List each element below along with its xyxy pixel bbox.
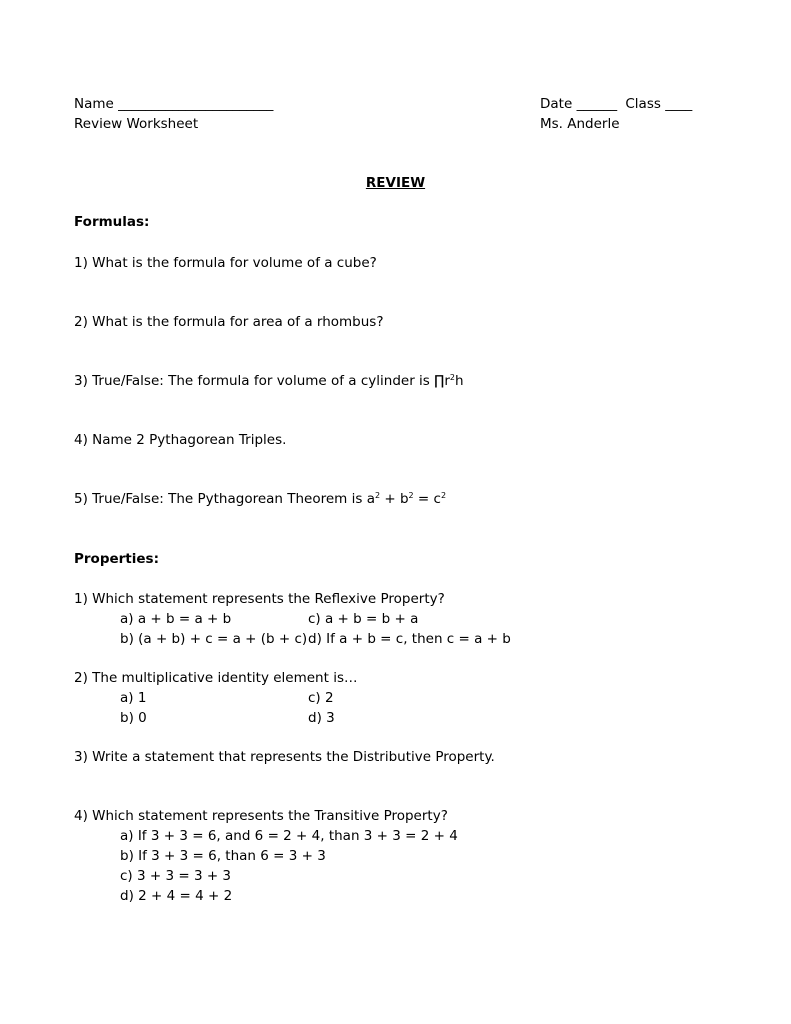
- properties-q1: 1) Which statement represents the Reflexive Property?: [74, 591, 445, 607]
- class-blank: ____: [665, 96, 693, 112]
- properties-q2-option-d: d) 3: [308, 710, 335, 726]
- properties-q4-option-c: c) 3 + 3 = 3 + 3: [120, 868, 232, 884]
- properties-q2: 2) The multiplicative identity element is…: [74, 670, 358, 686]
- properties-q3: 3) Write a statement that represents the Distributive Property.: [74, 749, 495, 765]
- properties-q4-option-a: a) If 3 + 3 = 6, and 6 = 2 + 4, than 3 + 3 = 2 + 4: [120, 828, 458, 844]
- properties-q1-option-c: c) a + b = b + a: [308, 611, 419, 627]
- date-class-field: [540, 95, 692, 113]
- name-label: Name: [74, 96, 114, 112]
- name-field: [74, 95, 273, 113]
- class-label: Class: [625, 96, 661, 112]
- formulas-q5-exp-c: 2: [440, 491, 447, 500]
- properties-q2-option-b: b) 0: [120, 710, 147, 726]
- date-blank: ______: [576, 96, 618, 112]
- formulas-q1: 1) What is the formula for volume of a cube?: [74, 255, 377, 271]
- formulas-q5-text: 5) True/False: The Pythagorean Theorem is a: [74, 491, 375, 507]
- properties-q1-option-d: d) If a + b = c, then c = a + b: [308, 631, 511, 647]
- date-label: Date: [540, 96, 573, 112]
- properties-q4-option-d: d) 2 + 4 = 4 + 2: [120, 888, 233, 904]
- formulas-q3-end: h: [455, 373, 464, 389]
- formulas-q5-eq: = c: [413, 491, 441, 507]
- name-blank: _______________________: [118, 96, 274, 112]
- formulas-q4: 4) Name 2 Pythagorean Triples.: [74, 432, 287, 448]
- formulas-q5-mid: + b: [380, 491, 409, 507]
- formulas-q3-text: 3) True/False: The formula for volume of a cylinder is ∏r: [74, 373, 450, 389]
- formulas-q3: [74, 372, 464, 390]
- properties-q2-option-c: c) 2: [308, 690, 334, 706]
- properties-q4: 4) Which statement represents the Transitive Property?: [74, 808, 448, 824]
- properties-heading: Properties:: [74, 551, 159, 567]
- formulas-heading: Formulas:: [74, 214, 150, 230]
- teacher-name: Ms. Anderle: [540, 116, 620, 132]
- formulas-q5-exp-b: 2: [408, 491, 414, 500]
- properties-q1-option-b: b) (a + b) + c = a + (b + c): [120, 631, 308, 647]
- properties-q4-option-b: b) If 3 + 3 = 6, than 6 = 3 + 3: [120, 848, 326, 864]
- formulas-q2: 2) What is the formula for area of a rhombus?: [74, 314, 384, 330]
- page-title: REVIEW: [365, 175, 426, 191]
- worksheet-label: Review Worksheet: [74, 116, 199, 132]
- formulas-q3-exponent: 2: [449, 373, 455, 382]
- formulas-q5-exp-a: 2: [374, 491, 381, 500]
- properties-q1-option-a: a) a + b = a + b: [120, 611, 232, 627]
- properties-q2-option-a: a) 1: [120, 690, 147, 706]
- formulas-q5: [74, 490, 446, 508]
